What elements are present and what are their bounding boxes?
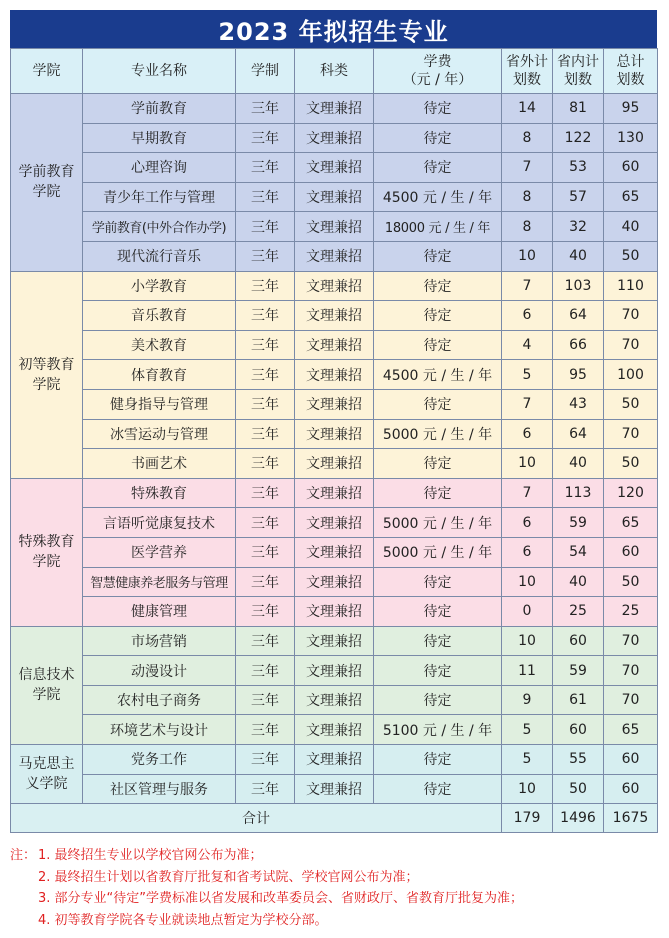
- total-plan-cell: 70: [604, 330, 658, 360]
- college-cell: [11, 626, 83, 744]
- fee-cell: 5000 元 / 生 / 年: [374, 537, 502, 567]
- total-plan-cell: 50: [604, 241, 658, 271]
- fee-cell: 待定: [374, 389, 502, 419]
- table-row: [11, 567, 658, 597]
- college-name-line2: 学院: [32, 376, 61, 393]
- in-plan-cell: 32: [553, 212, 604, 242]
- major-name-cell: 社区管理与服务: [83, 774, 236, 804]
- in-plan-cell: 40: [553, 567, 604, 597]
- category-cell: 文理兼招: [295, 330, 374, 360]
- total-plan-cell: 50: [604, 389, 658, 419]
- total-plan-cell: 120: [604, 478, 658, 508]
- category-cell: 文理兼招: [295, 508, 374, 538]
- duration-cell: 三年: [236, 449, 295, 479]
- fee-cell: 18000 元 / 生 / 年: [374, 212, 502, 242]
- major-name-cell: 早期教育: [83, 123, 236, 153]
- category-cell: 文理兼招: [295, 567, 374, 597]
- duration-cell: 三年: [236, 123, 295, 153]
- table-row: [11, 389, 658, 419]
- fee-cell: 待定: [374, 94, 502, 124]
- category-cell: 文理兼招: [295, 360, 374, 390]
- duration-cell: 三年: [236, 389, 295, 419]
- category-cell: 文理兼招: [295, 478, 374, 508]
- fee-cell: 待定: [374, 597, 502, 627]
- header-out-line2: 划数: [513, 72, 541, 88]
- category-cell: 文理兼招: [295, 182, 374, 212]
- total-plan-cell: 70: [604, 419, 658, 449]
- major-name-cell: 特殊教育: [83, 478, 236, 508]
- total-plan-cell: 70: [604, 685, 658, 715]
- in-plan-cell: 66: [553, 330, 604, 360]
- category-cell: 文理兼招: [295, 153, 374, 183]
- table-row: [11, 182, 658, 212]
- college-name-line1: 学前教育: [18, 164, 75, 181]
- enrollment-table: [10, 48, 658, 833]
- out-plan-cell: 10: [502, 241, 553, 271]
- fee-cell: 5000 元 / 生 / 年: [374, 419, 502, 449]
- duration-cell: 三年: [236, 597, 295, 627]
- total-in: 1496: [553, 804, 604, 833]
- table-row: [11, 597, 658, 627]
- in-plan-cell: 40: [553, 241, 604, 271]
- major-name-cell: 学前教育: [83, 94, 236, 124]
- major-name-cell: 心理咨询: [83, 153, 236, 183]
- college-name-line1: 特殊教育: [18, 534, 75, 551]
- fee-cell: 待定: [374, 153, 502, 183]
- duration-cell: 三年: [236, 508, 295, 538]
- fee-cell: 待定: [374, 745, 502, 775]
- header-fee-line1: 学费: [423, 54, 452, 70]
- fee-cell: 5000 元 / 生 / 年: [374, 508, 502, 538]
- table-row: [11, 94, 658, 124]
- total-plan-cell: 25: [604, 597, 658, 627]
- in-plan-cell: 43: [553, 389, 604, 419]
- total-plan-cell: 110: [604, 271, 658, 301]
- table-row: [11, 212, 658, 242]
- duration-cell: 三年: [236, 419, 295, 449]
- out-plan-cell: 11: [502, 656, 553, 686]
- category-cell: 文理兼招: [295, 301, 374, 331]
- fee-cell: 待定: [374, 567, 502, 597]
- out-plan-cell: 7: [502, 153, 553, 183]
- in-plan-cell: 64: [553, 419, 604, 449]
- out-plan-cell: 6: [502, 508, 553, 538]
- header-total-line2: 划数: [616, 72, 645, 88]
- college-name-line2: 义学院: [25, 776, 68, 793]
- out-plan-cell: 5: [502, 360, 553, 390]
- total-plan-cell: 130: [604, 123, 658, 153]
- college-name-line1: 信息技术: [18, 667, 75, 684]
- table-row: [11, 774, 658, 804]
- duration-cell: 三年: [236, 567, 295, 597]
- in-plan-cell: 57: [553, 182, 604, 212]
- duration-cell: 三年: [236, 537, 295, 567]
- table-row: [11, 745, 658, 775]
- table-row: [11, 626, 658, 656]
- college-name-line1: 初等教育: [18, 356, 75, 373]
- duration-cell: 三年: [236, 626, 295, 656]
- category-cell: 文理兼招: [295, 715, 374, 745]
- header-total-plan: [604, 49, 658, 94]
- major-name-cell: 健身指导与管理: [83, 389, 236, 419]
- out-plan-cell: 10: [502, 567, 553, 597]
- major-name-cell: 小学教育: [83, 271, 236, 301]
- duration-cell: 三年: [236, 656, 295, 686]
- major-name-cell: 市场营销: [83, 626, 236, 656]
- major-name-cell: 医学营养: [83, 537, 236, 567]
- duration-cell: 三年: [236, 271, 295, 301]
- in-plan-cell: 95: [553, 360, 604, 390]
- major-name-cell: 冰雪运动与管理: [83, 419, 236, 449]
- major-name-cell: 音乐教育: [83, 301, 236, 331]
- in-plan-cell: 60: [553, 626, 604, 656]
- table-row: [11, 241, 658, 271]
- duration-cell: 三年: [236, 774, 295, 804]
- category-cell: 文理兼招: [295, 685, 374, 715]
- total-plan-cell: 95: [604, 94, 658, 124]
- in-plan-cell: 64: [553, 301, 604, 331]
- table-row: [11, 537, 658, 567]
- major-name-cell: 学前教育(中外合作办学): [83, 212, 236, 242]
- category-cell: 文理兼招: [295, 212, 374, 242]
- category-cell: 文理兼招: [295, 271, 374, 301]
- fee-cell: 待定: [374, 656, 502, 686]
- out-plan-cell: 8: [502, 212, 553, 242]
- table-row: [11, 478, 658, 508]
- table-row: [11, 301, 658, 331]
- table-row: [11, 685, 658, 715]
- category-cell: 文理兼招: [295, 123, 374, 153]
- table-body: [11, 94, 658, 804]
- in-plan-cell: 81: [553, 94, 604, 124]
- header-total-line1: 总计: [616, 54, 645, 70]
- college-cell: [11, 94, 83, 272]
- in-plan-cell: 59: [553, 656, 604, 686]
- college-cell: [11, 745, 83, 804]
- out-plan-cell: 6: [502, 419, 553, 449]
- total-label: 合计: [11, 804, 502, 833]
- out-plan-cell: 6: [502, 301, 553, 331]
- major-name-cell: 青少年工作与管理: [83, 182, 236, 212]
- college-name-line2: 学院: [32, 687, 61, 704]
- header-in-line1: 省内计: [557, 54, 599, 70]
- major-name-cell: 农村电子商务: [83, 685, 236, 715]
- page-title: 2023 年拟招生专业: [10, 10, 657, 48]
- in-plan-cell: 61: [553, 685, 604, 715]
- in-plan-cell: 53: [553, 153, 604, 183]
- total-out: 179: [502, 804, 553, 833]
- fee-cell: 5100 元 / 生 / 年: [374, 715, 502, 745]
- duration-cell: 三年: [236, 94, 295, 124]
- header-college: 学院: [11, 49, 83, 94]
- total-plan-cell: 60: [604, 153, 658, 183]
- total-plan-cell: 60: [604, 537, 658, 567]
- category-cell: 文理兼招: [295, 745, 374, 775]
- out-plan-cell: 10: [502, 626, 553, 656]
- in-plan-cell: 60: [553, 715, 604, 745]
- major-name-cell: 现代流行音乐: [83, 241, 236, 271]
- major-name-cell: 党务工作: [83, 745, 236, 775]
- duration-cell: 三年: [236, 745, 295, 775]
- total-plan-cell: 65: [604, 508, 658, 538]
- table-row: [11, 123, 658, 153]
- note-item: 3. 部分专业“待定”学费标准以省发展和改革委员会、省财政厅、省教育厅批复为准；: [38, 891, 524, 906]
- fee-cell: 待定: [374, 449, 502, 479]
- college-cell: [11, 478, 83, 626]
- duration-cell: 三年: [236, 301, 295, 331]
- out-plan-cell: 5: [502, 715, 553, 745]
- in-plan-cell: 103: [553, 271, 604, 301]
- category-cell: 文理兼招: [295, 537, 374, 567]
- duration-cell: 三年: [236, 241, 295, 271]
- in-plan-cell: 50: [553, 774, 604, 804]
- out-plan-cell: 0: [502, 597, 553, 627]
- major-name-cell: 环境艺术与设计: [83, 715, 236, 745]
- table-row: [11, 508, 658, 538]
- duration-cell: 三年: [236, 330, 295, 360]
- in-plan-cell: 122: [553, 123, 604, 153]
- category-cell: 文理兼招: [295, 241, 374, 271]
- duration-cell: 三年: [236, 715, 295, 745]
- out-plan-cell: 7: [502, 389, 553, 419]
- fee-cell: 4500 元 / 生 / 年: [374, 360, 502, 390]
- major-name-cell: 智慧健康养老服务与管理: [83, 567, 236, 597]
- out-plan-cell: 10: [502, 449, 553, 479]
- college-name-line1: 马克思主: [18, 756, 75, 773]
- fee-cell: 待定: [374, 478, 502, 508]
- fee-cell: 待定: [374, 271, 502, 301]
- in-plan-cell: 54: [553, 537, 604, 567]
- header-out-plan: [502, 49, 553, 94]
- note-item: 1. 最终招生专业以学校官网公布为准；: [38, 848, 263, 863]
- category-cell: 文理兼招: [295, 774, 374, 804]
- out-plan-cell: 4: [502, 330, 553, 360]
- duration-cell: 三年: [236, 360, 295, 390]
- total-plan-cell: 40: [604, 212, 658, 242]
- major-name-cell: 书画艺术: [83, 449, 236, 479]
- out-plan-cell: 8: [502, 182, 553, 212]
- total-plan-cell: 50: [604, 567, 658, 597]
- out-plan-cell: 10: [502, 774, 553, 804]
- total-plan-cell: 60: [604, 745, 658, 775]
- notes-label: 注：: [10, 848, 37, 863]
- header-major: 专业名称: [83, 49, 236, 94]
- fee-cell: 待定: [374, 241, 502, 271]
- out-plan-cell: 7: [502, 271, 553, 301]
- fee-cell: 待定: [374, 123, 502, 153]
- header-duration: 学制: [236, 49, 295, 94]
- fee-cell: 待定: [374, 330, 502, 360]
- out-plan-cell: 6: [502, 537, 553, 567]
- table-row: [11, 715, 658, 745]
- in-plan-cell: 55: [553, 745, 604, 775]
- fee-cell: 4500 元 / 生 / 年: [374, 182, 502, 212]
- total-plan-cell: 65: [604, 715, 658, 745]
- college-cell: [11, 271, 83, 478]
- header-in-line2: 划数: [564, 72, 592, 88]
- total-plan-cell: 70: [604, 656, 658, 686]
- fee-cell: 待定: [374, 774, 502, 804]
- header-fee-line2: （元 / 年）: [402, 72, 473, 88]
- category-cell: 文理兼招: [295, 449, 374, 479]
- fee-cell: 待定: [374, 685, 502, 715]
- in-plan-cell: 25: [553, 597, 604, 627]
- table-row: [11, 271, 658, 301]
- table-row: [11, 656, 658, 686]
- table-header-row: [11, 49, 658, 94]
- total-plan-cell: 50: [604, 449, 658, 479]
- table-row: [11, 330, 658, 360]
- in-plan-cell: 59: [553, 508, 604, 538]
- major-name-cell: 体育教育: [83, 360, 236, 390]
- duration-cell: 三年: [236, 153, 295, 183]
- category-cell: 文理兼招: [295, 389, 374, 419]
- note-item: 2. 最终招生计划以省教育厅批复和省考试院、学校官网公布为准；: [38, 869, 419, 885]
- major-name-cell: 健康管理: [83, 597, 236, 627]
- major-name-cell: 美术教育: [83, 330, 236, 360]
- total-sum: 1675: [604, 804, 658, 833]
- total-plan-cell: 65: [604, 182, 658, 212]
- header-in-plan: [553, 49, 604, 94]
- table-row: [11, 419, 658, 449]
- duration-cell: 三年: [236, 212, 295, 242]
- notes: [10, 845, 660, 931]
- note-item: 4. 初等教育学院各专业就读地点暂定为学校分部。: [38, 912, 328, 928]
- out-plan-cell: 7: [502, 478, 553, 508]
- header-category: 科类: [295, 49, 374, 94]
- total-plan-cell: 70: [604, 626, 658, 656]
- total-plan-cell: 100: [604, 360, 658, 390]
- college-name-line2: 学院: [32, 184, 61, 201]
- category-cell: 文理兼招: [295, 419, 374, 449]
- header-fee: [374, 49, 502, 94]
- out-plan-cell: 8: [502, 123, 553, 153]
- category-cell: 文理兼招: [295, 626, 374, 656]
- table-row: [11, 449, 658, 479]
- header-out-line1: 省外计: [506, 54, 548, 70]
- total-plan-cell: 60: [604, 774, 658, 804]
- fee-cell: 待定: [374, 301, 502, 331]
- category-cell: 文理兼招: [295, 597, 374, 627]
- college-name-line2: 学院: [32, 554, 61, 571]
- duration-cell: 三年: [236, 685, 295, 715]
- in-plan-cell: 113: [553, 478, 604, 508]
- major-name-cell: 言语听觉康复技术: [83, 508, 236, 538]
- category-cell: 文理兼招: [295, 94, 374, 124]
- duration-cell: 三年: [236, 478, 295, 508]
- out-plan-cell: 14: [502, 94, 553, 124]
- out-plan-cell: 5: [502, 745, 553, 775]
- fee-cell: 待定: [374, 626, 502, 656]
- table-row: [11, 153, 658, 183]
- total-plan-cell: 70: [604, 301, 658, 331]
- category-cell: 文理兼招: [295, 656, 374, 686]
- out-plan-cell: 9: [502, 685, 553, 715]
- table-row: [11, 360, 658, 390]
- total-row: [11, 804, 658, 833]
- in-plan-cell: 40: [553, 449, 604, 479]
- duration-cell: 三年: [236, 182, 295, 212]
- major-name-cell: 动漫设计: [83, 656, 236, 686]
